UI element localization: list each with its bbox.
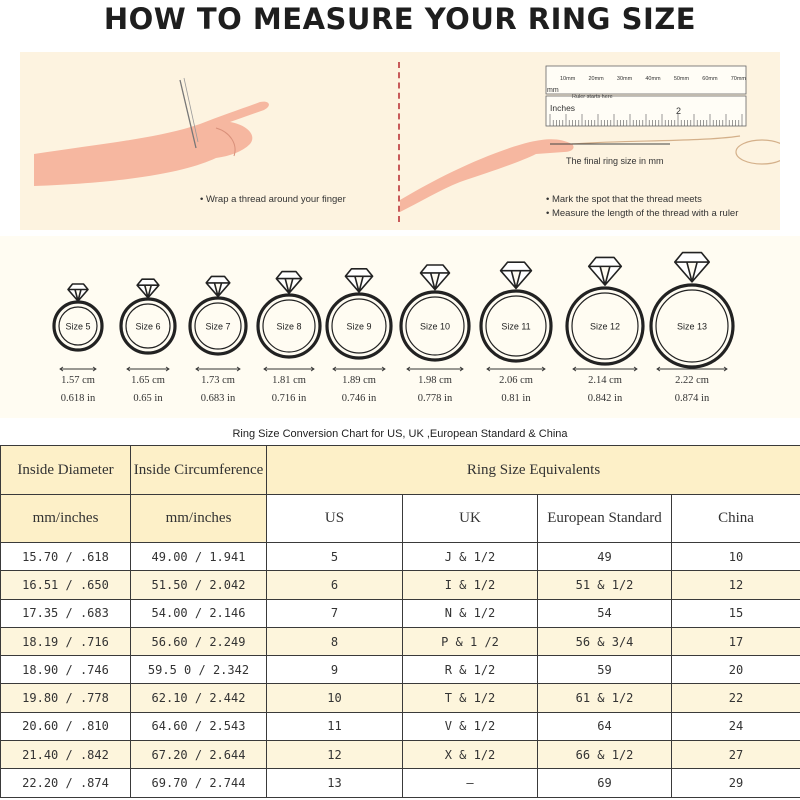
cell-china: 22: [672, 684, 800, 712]
cell-china: 27: [672, 741, 800, 769]
ruler-mm-unit: mm: [547, 87, 559, 94]
ruler-mm-label: 40mm: [645, 76, 661, 82]
cell-inside-circumference: 62.10 / 2.442: [131, 684, 267, 712]
diameter-arrow: [573, 367, 637, 371]
ring-size-item: [567, 257, 643, 404]
cell-inside-diameter: 20.60 / .810: [1, 712, 131, 740]
cell-us: 7: [267, 599, 403, 627]
diamond-icon: [501, 262, 532, 288]
cell-inside-circumference: 67.20 / 2.644: [131, 741, 267, 769]
cell-european: 61 & 1/2: [538, 684, 672, 712]
ring-size-label: Size 5: [65, 321, 91, 332]
diamond-icon: [589, 257, 622, 285]
cell-european: 56 & 3/4: [538, 627, 672, 655]
step-wrap-thread: • Wrap a thread around your finger: [200, 194, 346, 205]
cell-european: 66 & 1/2: [538, 741, 672, 769]
header-inside-diameter: Inside Diameter: [1, 446, 131, 495]
ring-diameter-inch: 0.618 in: [60, 393, 96, 404]
diameter-arrow: [487, 367, 545, 371]
cell-uk: R & 1/2: [403, 656, 538, 684]
ring-diameter-inch: 0.65 in: [133, 393, 163, 404]
ruler-mm-label: 70mm: [730, 76, 746, 82]
table-row: [1, 599, 800, 627]
ruler-mm-label: 20mm: [588, 76, 604, 82]
ruler-inch-mark: 2: [676, 106, 682, 116]
cell-inside-diameter: 15.70 / .618: [1, 543, 131, 571]
ring-size-item: [54, 284, 102, 404]
cell-us: 8: [267, 627, 403, 655]
cell-us: 12: [267, 741, 403, 769]
header-diameter-units: mm/inches: [1, 495, 131, 543]
cell-inside-circumference: 56.60 / 2.249: [131, 627, 267, 655]
ring-diameter-cm: 2.06 cm: [499, 375, 533, 386]
ring-size-item: [651, 253, 733, 404]
ruler-inches-label: Inches: [550, 103, 576, 113]
cell-uk: P & 1 /2: [403, 627, 538, 655]
ring-size-label: Size 10: [419, 321, 451, 332]
diamond-icon: [276, 272, 301, 294]
cell-china: 12: [672, 571, 800, 599]
cell-european: 69: [538, 769, 672, 797]
cell-inside-circumference: 54.00 / 2.146: [131, 599, 267, 627]
cell-us: 5: [267, 543, 403, 571]
cell-inside-circumference: 49.00 / 1.941: [131, 543, 267, 571]
cell-uk: V & 1/2: [403, 712, 538, 740]
instruction-divider: [398, 62, 400, 222]
diameter-arrow: [127, 367, 169, 371]
cell-european: 49: [538, 543, 672, 571]
ruler-mm-label: 50mm: [673, 76, 690, 82]
ring-size-item: [121, 279, 175, 404]
cell-uk: —: [403, 769, 538, 797]
table-row: [1, 627, 800, 655]
ring-size-label: Size 12: [589, 321, 621, 332]
ring-diameter-cm: 2.14 cm: [588, 375, 622, 386]
header-european: European Standard: [538, 495, 672, 543]
step-mark-spot: • Mark the spot that the thread meets: [546, 194, 702, 205]
table-row: [1, 712, 800, 740]
cell-uk: N & 1/2: [403, 599, 538, 627]
cell-inside-diameter: 21.40 / .842: [1, 741, 131, 769]
ring-diameter-cm: 1.57 cm: [61, 375, 95, 386]
table-row: [1, 543, 800, 571]
diamond-icon: [206, 276, 230, 296]
ring-size-guide: [0, 236, 800, 418]
cell-china: 10: [672, 543, 800, 571]
cell-china: 24: [672, 712, 800, 740]
ring-size-label: Size 9: [346, 321, 372, 332]
cell-inside-circumference: 64.60 / 2.543: [131, 712, 267, 740]
cell-us: 6: [267, 571, 403, 599]
ring-size-label: Size 8: [276, 321, 302, 332]
ring-diameter-cm: 1.89 cm: [342, 375, 376, 386]
ring-size-label: Size 6: [135, 321, 161, 332]
header-circumference-units: mm/inches: [131, 495, 267, 543]
cell-european: 51 & 1/2: [538, 571, 672, 599]
ring-size-item: [401, 265, 469, 404]
cell-inside-diameter: 19.80 / .778: [1, 684, 131, 712]
ring-size-conversion-table: [0, 445, 800, 798]
cell-uk: I & 1/2: [403, 571, 538, 599]
cell-european: 54: [538, 599, 672, 627]
diamond-icon: [675, 253, 709, 282]
cell-uk: J & 1/2: [403, 543, 538, 571]
ring-size-item: [258, 272, 320, 404]
cell-inside-circumference: 59.5 0 / 2.342: [131, 656, 267, 684]
cell-uk: X & 1/2: [403, 741, 538, 769]
ruler-mm-label: 10mm: [560, 76, 576, 82]
cell-inside-circumference: 51.50 / 2.042: [131, 571, 267, 599]
cell-us: 10: [267, 684, 403, 712]
ring-diameter-cm: 1.81 cm: [272, 375, 306, 386]
ring-diameter-cm: 1.73 cm: [201, 375, 235, 386]
ring-size-label: Size 11: [501, 321, 531, 332]
cell-us: 13: [267, 769, 403, 797]
diameter-arrow: [196, 367, 240, 371]
diamond-icon: [137, 279, 159, 298]
ruler-mm-label: 60mm: [702, 76, 718, 82]
diamond-icon: [421, 265, 450, 290]
ring-diameter-inch: 0.716 in: [271, 393, 307, 404]
table-row: [1, 769, 800, 797]
cell-european: 64: [538, 712, 672, 740]
conversion-chart-caption: Ring Size Conversion Chart for US, UK ,European Standard & China: [232, 428, 568, 440]
cell-us: 9: [267, 656, 403, 684]
ruler-start-note: Ruler starts here: [572, 94, 613, 100]
ring-size-item: [327, 269, 391, 404]
final-size-note: The final ring size in mm: [566, 156, 664, 166]
cell-inside-circumference: 69.70 / 2.744: [131, 769, 267, 797]
cell-china: 29: [672, 769, 800, 797]
ring-diameter-inch: 0.746 in: [341, 393, 377, 404]
cell-us: 11: [267, 712, 403, 740]
ring-diameter-inch: 0.81 in: [501, 393, 531, 404]
ring-diameter-inch: 0.874 in: [674, 393, 710, 404]
diamond-icon: [345, 269, 372, 292]
header-uk: UK: [403, 495, 538, 543]
diameter-arrow: [407, 367, 463, 371]
cell-inside-diameter: 18.90 / .746: [1, 656, 131, 684]
cell-china: 20: [672, 656, 800, 684]
table-row: [1, 656, 800, 684]
diameter-arrow: [60, 367, 96, 371]
ring-size-label: Size 13: [676, 321, 708, 332]
ring-size-item: [190, 276, 246, 404]
cell-uk: T & 1/2: [403, 684, 538, 712]
cell-inside-diameter: 18.19 / .716: [1, 627, 131, 655]
cell-inside-diameter: 17.35 / .683: [1, 599, 131, 627]
ring-diameter-cm: 1.98 cm: [418, 375, 452, 386]
cell-european: 59: [538, 656, 672, 684]
ruler-mm-label: 30mm: [616, 76, 633, 82]
table-body: [1, 543, 800, 798]
cell-inside-diameter: 22.20 / .874: [1, 769, 131, 797]
table-row: [1, 741, 800, 769]
ring-diameter-cm: 2.22 cm: [675, 375, 709, 386]
diameter-arrow: [333, 367, 385, 371]
ring-diameter-inch: 0.778 in: [417, 393, 453, 404]
diameter-arrow: [264, 367, 314, 371]
ring-diameter-inch: 0.842 in: [587, 393, 623, 404]
ruler-mm-labels: [560, 76, 746, 82]
cell-china: 17: [672, 627, 800, 655]
page-title: HOW TO MEASURE YOUR RING SIZE: [103, 2, 697, 36]
hand-wrap-illustration: [34, 78, 269, 186]
instruction-panel: [20, 52, 780, 230]
ring-diameter-cm: 1.65 cm: [131, 375, 165, 386]
diamond-icon: [68, 284, 88, 301]
header-china: China: [672, 495, 800, 543]
ring-size-label: Size 7: [205, 321, 231, 332]
cell-inside-diameter: 16.51 / .650: [1, 571, 131, 599]
table-row: [1, 571, 800, 599]
ring-diameter-inch: 0.683 in: [200, 393, 236, 404]
header-us: US: [267, 495, 403, 543]
step-measure-length: • Measure the length of the thread with a ruler: [546, 208, 739, 219]
header-inside-circumference: Inside Circumference: [131, 446, 267, 495]
header-ring-size-equivalents: Ring Size Equivalents: [267, 446, 800, 495]
ring-size-item: [481, 262, 551, 404]
table-row: [1, 684, 800, 712]
cell-china: 15: [672, 599, 800, 627]
